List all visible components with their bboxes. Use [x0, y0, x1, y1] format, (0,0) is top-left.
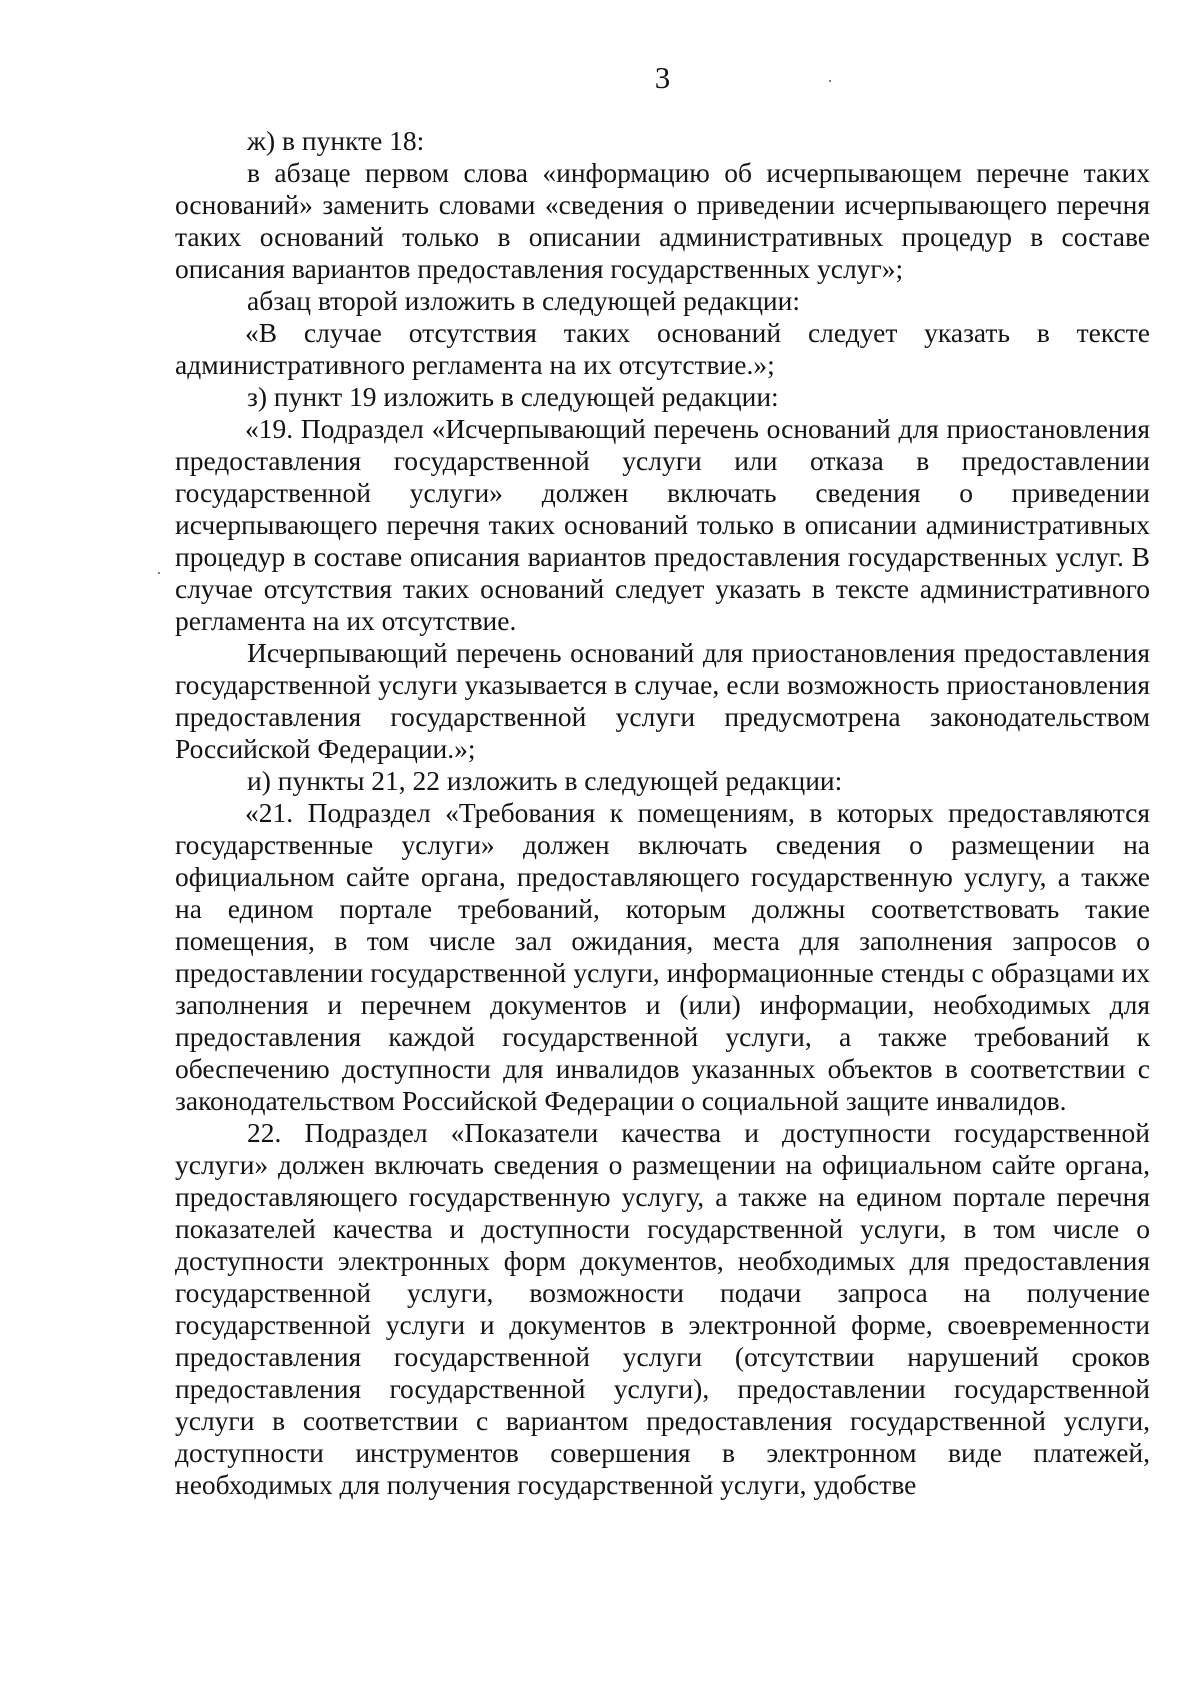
- paragraph-second-abzac-header: абзац второй изложить в следующей редакции:: [247, 285, 801, 316]
- paragraph-first-abzac-change: в абзаце первом слова «информацию об исчерпывающем перечне таких оснований» заменить словами «сведения о приведении исчерпывающего перечня таких оснований только в описании административных процедур в составе описания вариантов предоставления государственных услуг»;: [175, 157, 1150, 284]
- page-number: 3: [654, 60, 671, 95]
- scan-speck: [829, 80, 831, 82]
- scan-speck: [158, 572, 160, 574]
- paragraph-point-22: 22. Подраздел «Показатели качества и доступности государственной услуги» должен включать сведения о размещении на официальном сайте органа, предоставляющего государственную услугу, а также на едином портале перечня показателей качества и доступности государственной услуги, в том числе о доступности электронных форм документов, необходимых для предоставления государственной услуги, возможности подачи запроса на получение государственной услуги и документов в электронной форме, своевременности предоставления государственной услуги (отсутствии нарушений сроков предоставления государственной услуги), предоставлении государственной услуги в соответствии с вариантом предоставления государственной услуги, доступности инструментов совершения в электронном виде платежей, необходимых для получения государственной услуги, удобстве: [175, 1117, 1150, 1500]
- paragraph-item-zh: ж) в пункте 18:: [247, 125, 425, 156]
- paragraph-item-i: и) пункты 21, 22 изложить в следующей редакции:: [247, 765, 843, 796]
- paragraph-second-abzac-text: «В случае отсутствия таких оснований следует указать в тексте административного регламента на их отсутствие.»;: [175, 317, 1150, 380]
- paragraph-point-21: «21. Подраздел «Требования к помещениям, в которых предоставляются государственные услуги» должен включать сведения о размещении на официальном сайте органа, предоставляющего государственную услугу, а также на едином портале требований, которым должны соответствовать такие помещения, в том числе зал ожидания, места для заполнения запросов о предоставлении государственной услуги, информационные стенды с образцами их заполнения и перечнем документов и (или) информации, необходимых для предоставления каждой государственной услуги, а также требований к обеспечению доступности для инвалидов указанных объектов в соответствии с законодательством Российской Федерации о социальной защите инвалидов.: [175, 797, 1150, 1116]
- document-body: [175, 125, 1150, 1501]
- paragraph-item-z: з) пункт 19 изложить в следующей редакции:: [247, 381, 779, 412]
- paragraph-point-19-continued: Исчерпывающий перечень оснований для приостановления предоставления государственной услуги указывается в случае, если возможность приостановления предоставления государственной услуги предусмотрена законодательством Российской Федерации.»;: [175, 637, 1150, 764]
- paragraph-point-19: «19. Подраздел «Исчерпывающий перечень оснований для приостановления предоставления государственной услуги или отказа в предоставлении государственной услуги» должен включать сведения о приведении исчерпывающего перечня таких оснований только в описании административных процедур в составе описания вариантов предоставления государственных услуг. В случае отсутствия таких оснований следует указать в тексте административного регламента на их отсутствие.: [175, 413, 1150, 636]
